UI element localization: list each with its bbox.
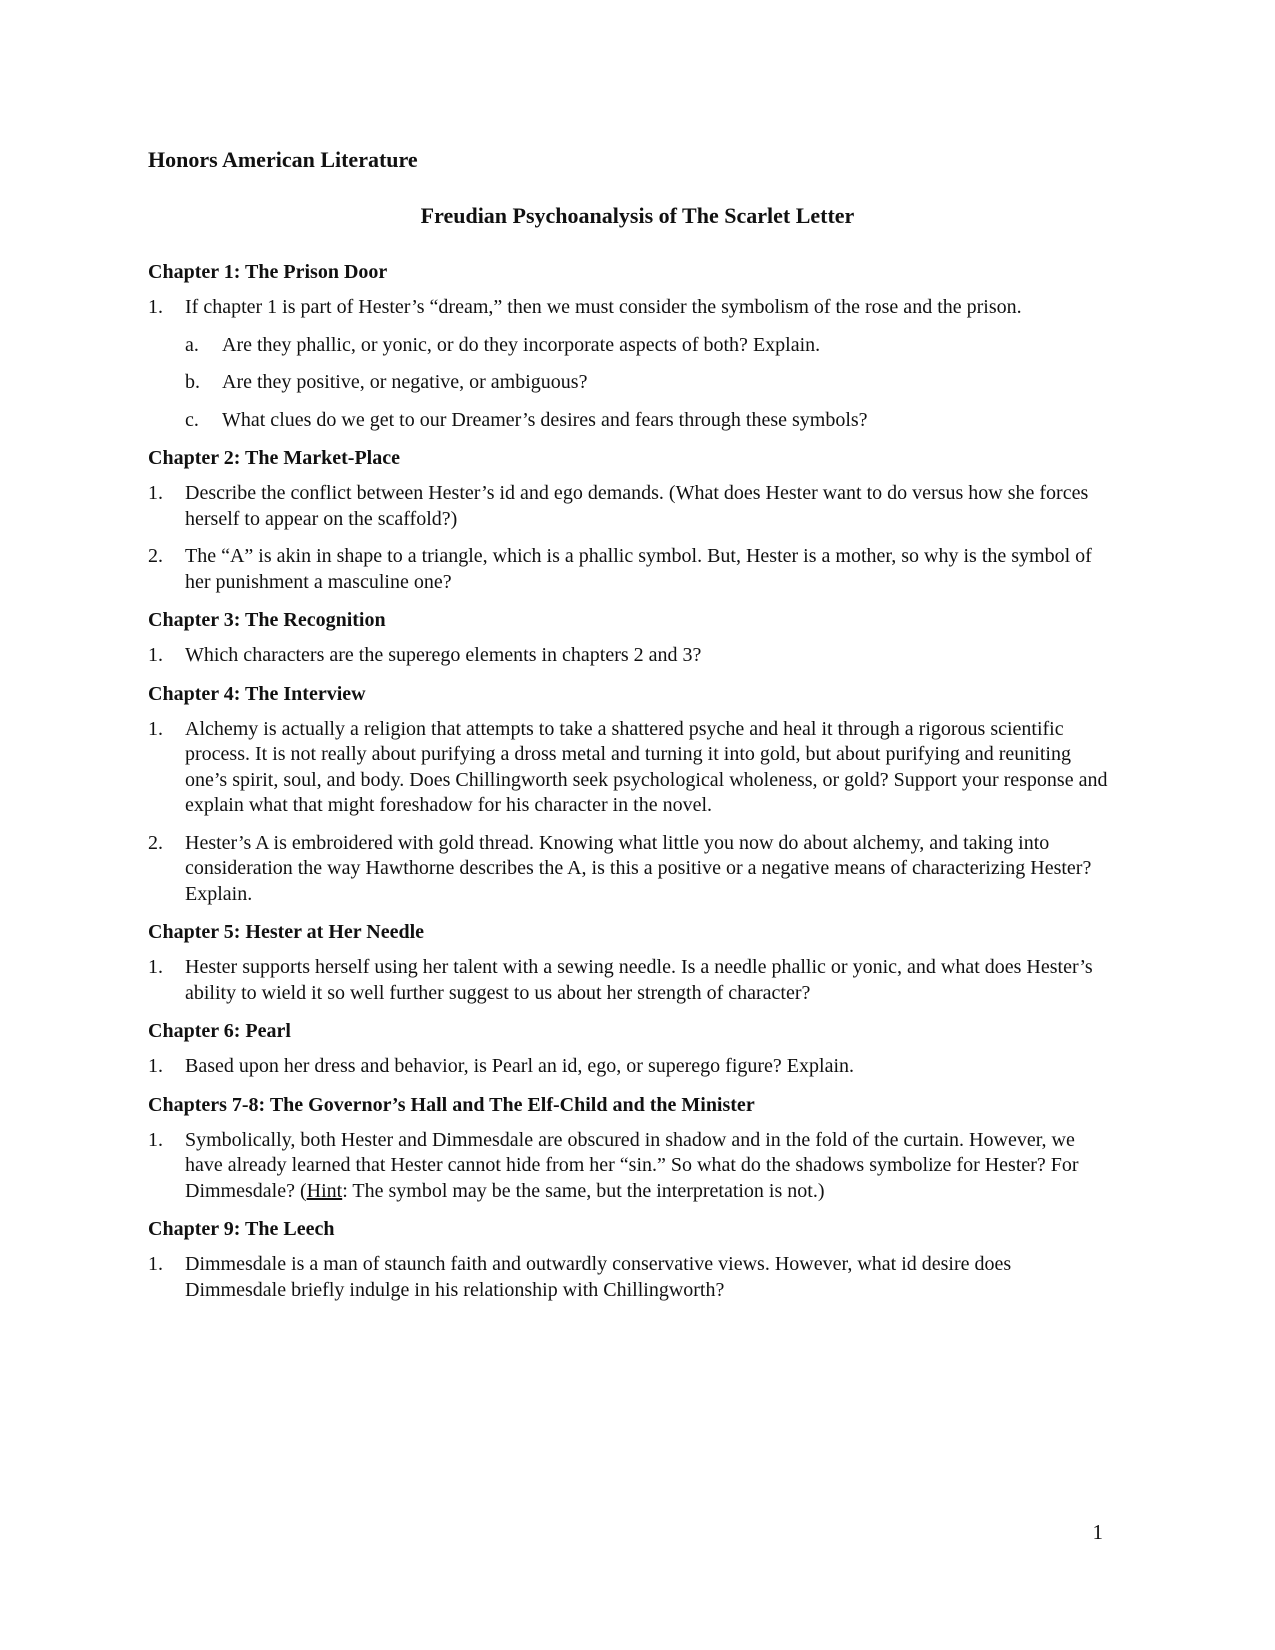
question-number: 1. [148, 482, 163, 504]
sub-question-text: Are they positive, or negative, or ambiguous? [222, 371, 588, 393]
question-item [148, 831, 1108, 908]
section-chapter-3 [148, 607, 1108, 669]
sub-question-text: What clues do we get to our Dreamer’s desires and fears through these symbols? [222, 408, 868, 431]
question-number: 2. [148, 831, 163, 854]
question-text-part: Symbolically, both Hester and Dimmesdale are obscured in shadow and in the fold of the curtain. However, we have already learned that Hester cannot hide from her “sin.” So what do the shadows symbolize for Hester? For Dimmesdale? ( [185, 1128, 1079, 1202]
sub-question-item [185, 408, 1108, 434]
question-text: Hester’s A is embroidered with gold thread. Knowing what little you now do about alchemy, and taking into consideration the way Hawthorne describes the A, is this a positive or a negative means of characterizing Hester? Explain. [185, 831, 1092, 905]
question-text: Based upon her dress and behavior, is Pearl an id, ego, or superego figure? Explain. [185, 1055, 855, 1077]
section-chapters-7-8 [148, 1092, 1108, 1205]
section-title: Chapters 7-8: The Governor’s Hall and The Elf-Child and the Minister [148, 1093, 755, 1116]
sub-question-text: Are they phallic, or yonic, or do they incorporate aspects of both? Explain. [222, 333, 821, 356]
question-number: 1. [148, 644, 163, 666]
question-text: Dimmesdale is a man of staunch faith and outwardly conservative views. However, what id desire does Dimmesdale briefly indulge in his relationship with Chillingworth? [185, 1253, 1012, 1301]
question-text: Describe the conflict between Hester’s id and ego demands. (What does Hester want to do versus how she forces herself to appear on the scaffold?) [185, 482, 1089, 530]
document-title: Freudian Psychoanalysis of The Scarlet Letter [420, 203, 855, 228]
sub-question-letter: b. [185, 371, 200, 393]
question-number: 1. [148, 717, 163, 740]
page-number: 1 [1092, 1520, 1103, 1544]
section-chapter-4 [148, 681, 1108, 908]
question-text-part: : The symbol may be the same, but the interpretation is not.) [342, 1179, 825, 1202]
question-text: Hester supports herself using her talent with a sewing needle. Is a needle phallic or yonic, and what does Hester’s ability to wield it so well further suggest to us about her strength of character? [185, 956, 1093, 1004]
question-number: 1. [148, 956, 163, 978]
section-title: Chapter 5: Hester at Her Needle [148, 921, 425, 943]
sub-question-letter: c. [185, 408, 199, 431]
section-title: Chapter 1: The Prison Door [148, 261, 388, 283]
question-item [148, 643, 1108, 669]
sub-question-item [185, 370, 1108, 396]
section-chapter-9 [148, 1216, 1108, 1303]
question-number: 2. [148, 545, 163, 567]
sub-question-item [185, 333, 1108, 359]
question-text: If chapter 1 is part of Hester’s “dream,” then we must consider the symbolism of the rose and the prison. [185, 296, 1022, 318]
document-body [148, 259, 1108, 1315]
course-title: Honors American Literature [148, 147, 418, 172]
question-number: 1. [148, 1128, 163, 1151]
question-text [185, 1128, 1108, 1205]
section-title: Chapter 2: The Market-Place [148, 447, 400, 469]
section-chapter-1 [148, 259, 1108, 433]
question-number: 1. [148, 1055, 163, 1077]
question-item [148, 1128, 1108, 1205]
question-number: 1. [148, 1253, 163, 1275]
question-item [148, 544, 1108, 595]
question-item [148, 481, 1108, 532]
section-title: Chapter 3: The Recognition [148, 609, 386, 631]
question-text: The “A” is akin in shape to a triangle, which is a phallic symbol. But, Hester is a mother, so why is the symbol of her punishment a masculine one? [185, 545, 1092, 593]
section-chapter-2 [148, 445, 1108, 595]
question-item [148, 1252, 1108, 1303]
question-item [148, 1054, 1108, 1080]
sub-question-letter: a. [185, 333, 199, 356]
question-item [148, 955, 1108, 1006]
section-chapter-6 [148, 1018, 1108, 1080]
question-item [148, 717, 1108, 819]
question-item [148, 295, 1108, 321]
question-number: 1. [148, 296, 163, 318]
question-text: Alchemy is actually a religion that attempts to take a shattered psyche and heal it through a rigorous scientific process. It is not really about purifying a dross metal and turning it into gold, but about purifying and reuniting one’s spirit, soul, and body. Does Chillingworth seek psychological wholeness, or gold? Support your response and explain what that might foreshadow for his character in the novel. [185, 717, 1108, 816]
question-text: Which characters are the superego elements in chapters 2 and 3? [185, 644, 702, 666]
section-title: Chapter 9: The Leech [148, 1218, 335, 1240]
hint-label: Hint [306, 1179, 343, 1202]
section-chapter-5 [148, 919, 1108, 1006]
section-title: Chapter 4: The Interview [148, 682, 366, 705]
section-title: Chapter 6: Pearl [148, 1020, 291, 1042]
